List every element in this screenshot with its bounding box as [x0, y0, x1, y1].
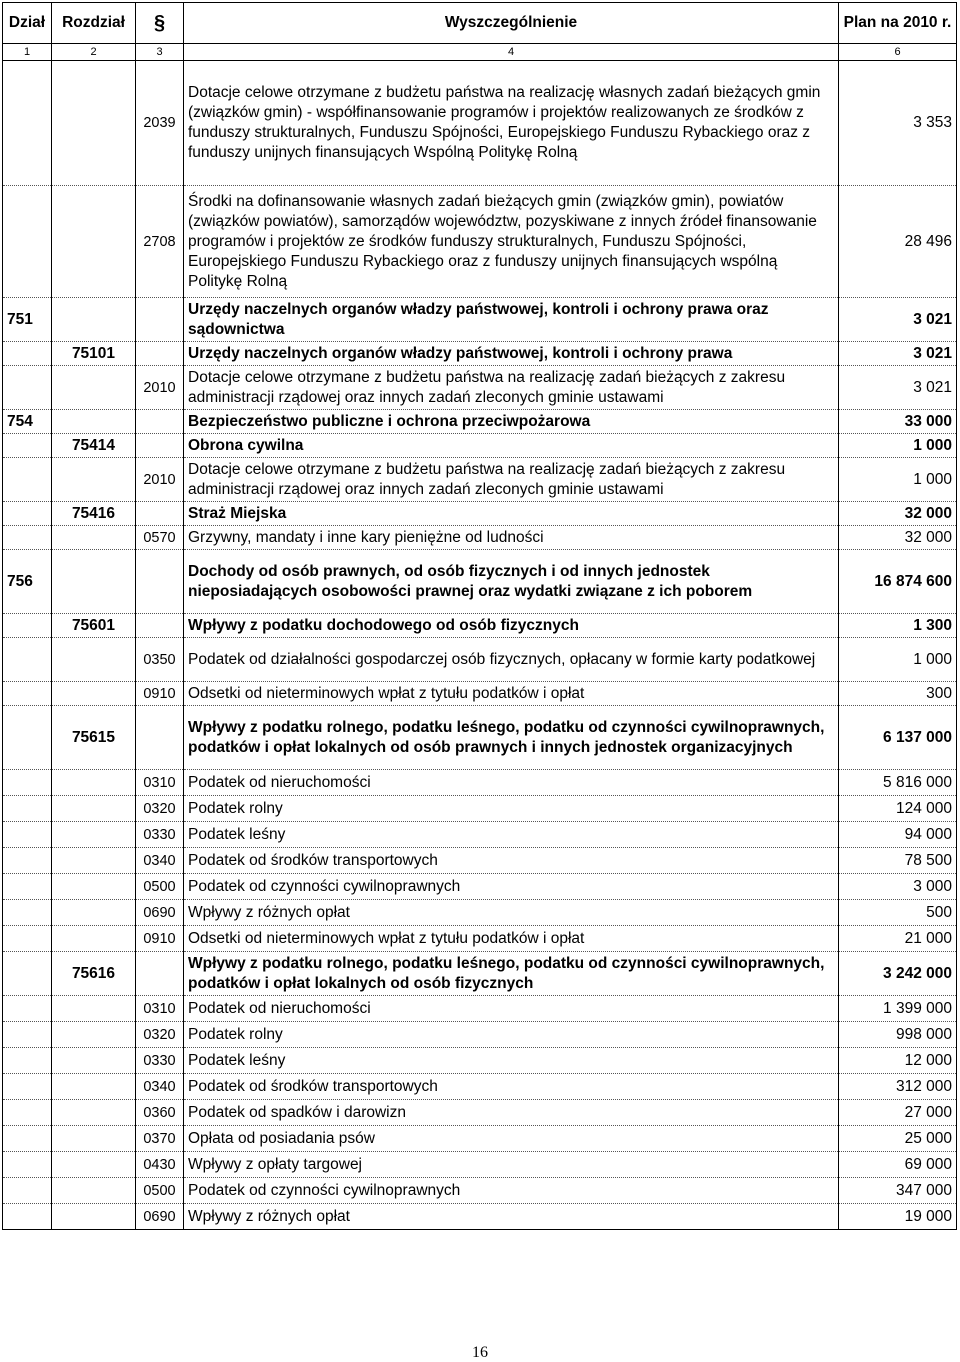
dzial-cell: 756 [3, 550, 52, 614]
paragraph-cell: 0690 [136, 1204, 184, 1230]
rozdzial-cell [52, 770, 136, 796]
col-num-1: 1 [3, 44, 52, 61]
table-row [3, 1126, 957, 1152]
description-cell: Wpływy z różnych opłat [184, 1204, 839, 1230]
plan-value-cell: 28 496 [839, 186, 957, 298]
dzial-cell [3, 638, 52, 682]
description-cell: Wpływy z różnych opłat [184, 900, 839, 926]
plan-value-cell: 300 [839, 682, 957, 706]
rozdzial-cell [52, 638, 136, 682]
header-plan: Plan na 2010 r. [839, 3, 957, 44]
paragraph-cell: 0330 [136, 1048, 184, 1074]
table-row [3, 366, 957, 410]
dzial-cell [3, 342, 52, 366]
table-row [3, 1022, 957, 1048]
paragraph-cell: 0320 [136, 796, 184, 822]
dzial-cell [3, 1074, 52, 1100]
table-row [3, 458, 957, 502]
paragraph-cell: 0340 [136, 848, 184, 874]
description-cell: Podatek rolny [184, 1022, 839, 1048]
plan-value-cell: 5 816 000 [839, 770, 957, 796]
rozdzial-cell: 75615 [52, 706, 136, 770]
budget-document [2, 2, 957, 1230]
header-paragraph-symbol: § [136, 3, 184, 44]
plan-value-cell: 124 000 [839, 796, 957, 822]
rozdzial-cell [52, 410, 136, 434]
header-dzial: Dział [3, 3, 52, 44]
plan-value-cell: 32 000 [839, 502, 957, 526]
dzial-cell [3, 1100, 52, 1126]
rozdzial-cell [52, 1126, 136, 1152]
table-row [3, 410, 957, 434]
plan-value-cell: 19 000 [839, 1204, 957, 1230]
dzial-cell [3, 1152, 52, 1178]
table-row [3, 848, 957, 874]
rozdzial-cell [52, 366, 136, 410]
table-row [3, 682, 957, 706]
dzial-cell [3, 682, 52, 706]
rozdzial-cell [52, 996, 136, 1022]
dzial-cell [3, 434, 52, 458]
paragraph-cell: 0570 [136, 526, 184, 550]
description-cell: Odsetki od nieterminowych wpłat z tytułu podatków i opłat [184, 926, 839, 952]
description-cell: Podatek od środków transportowych [184, 848, 839, 874]
rozdzial-cell [52, 550, 136, 614]
rozdzial-cell [52, 61, 136, 186]
table-row [3, 550, 957, 614]
plan-value-cell: 312 000 [839, 1074, 957, 1100]
description-cell: Środki na dofinansowanie własnych zadań bieżących gmin (związków gmin), powiatów (związków powiatów), samorządów województw, pozyskiwane z innych źródeł finansowanie programów i projektów ze środków funduszy strukturalnych, Funduszu Spójności, Europejskiego Funduszu Rybackiego oraz z funduszy unijnych finansujących wspólną Politykę Rolną [184, 186, 839, 298]
table-row [3, 796, 957, 822]
table-row [3, 342, 957, 366]
paragraph-cell [136, 342, 184, 366]
description-cell: Wpływy z podatku rolnego, podatku leśnego, podatku od czynności cywilnoprawnych, podatków i opłat lokalnych od osób fizycznych [184, 952, 839, 996]
paragraph-cell [136, 550, 184, 614]
description-cell: Dotacje celowe otrzymane z budżetu państwa na realizację własnych zadań bieżących gmin (związków gmin) - współfinansowanie programów i projektów realizowanych ze środków z funduszy strukturalnych, Funduszu Spójności, Europejskiego Funduszu Rybackiego oraz z funduszy unijnych finansujących Wspólną Politykę Rolną [184, 61, 839, 186]
description-cell: Odsetki od nieterminowych wpłat z tytułu podatków i opłat [184, 682, 839, 706]
table-row [3, 526, 957, 550]
dzial-cell: 751 [3, 298, 52, 342]
rozdzial-cell: 75414 [52, 434, 136, 458]
paragraph-cell [136, 706, 184, 770]
table-row [3, 1074, 957, 1100]
header-row [3, 3, 957, 44]
plan-value-cell: 3 242 000 [839, 952, 957, 996]
plan-value-cell: 12 000 [839, 1048, 957, 1074]
paragraph-cell: 0430 [136, 1152, 184, 1178]
rozdzial-cell [52, 1048, 136, 1074]
dzial-cell [3, 61, 52, 186]
paragraph-cell: 0350 [136, 638, 184, 682]
description-cell: Wpływy z opłaty targowej [184, 1152, 839, 1178]
dzial-cell [3, 926, 52, 952]
paragraph-cell: 0370 [136, 1126, 184, 1152]
description-cell: Opłata od posiadania psów [184, 1126, 839, 1152]
description-cell: Podatek od czynności cywilnoprawnych [184, 1178, 839, 1204]
paragraph-cell: 0310 [136, 996, 184, 1022]
plan-value-cell: 1 399 000 [839, 996, 957, 1022]
rozdzial-cell [52, 900, 136, 926]
table-row [3, 1204, 957, 1230]
budget-table [2, 2, 957, 1230]
rozdzial-cell: 75416 [52, 502, 136, 526]
description-cell: Podatek leśny [184, 822, 839, 848]
page-number: 16 [472, 1344, 488, 1361]
description-cell: Wpływy z podatku dochodowego od osób fizycznych [184, 614, 839, 638]
dzial-cell [3, 770, 52, 796]
header-wyszczegolnienie: Wyszczególnienie [184, 3, 839, 44]
dzial-cell: 754 [3, 410, 52, 434]
table-row [3, 822, 957, 848]
plan-value-cell: 78 500 [839, 848, 957, 874]
dzial-cell [3, 952, 52, 996]
description-cell: Grzywny, mandaty i inne kary pieniężne od ludności [184, 526, 839, 550]
plan-value-cell: 1 000 [839, 458, 957, 502]
plan-value-cell: 32 000 [839, 526, 957, 550]
plan-value-cell: 3 000 [839, 874, 957, 900]
rozdzial-cell [52, 1022, 136, 1048]
rozdzial-cell [52, 458, 136, 502]
rozdzial-cell: 75601 [52, 614, 136, 638]
description-cell: Urzędy naczelnych organów władzy państwowej, kontroli i ochrony prawa [184, 342, 839, 366]
plan-value-cell: 347 000 [839, 1178, 957, 1204]
dzial-cell [3, 1204, 52, 1230]
table-row [3, 1100, 957, 1126]
header-rozdzial: Rozdział [52, 3, 136, 44]
dzial-cell [3, 706, 52, 770]
rozdzial-cell [52, 796, 136, 822]
plan-value-cell: 94 000 [839, 822, 957, 848]
column-numbers-row [3, 44, 957, 61]
plan-value-cell: 1 300 [839, 614, 957, 638]
rozdzial-cell: 75616 [52, 952, 136, 996]
plan-value-cell: 69 000 [839, 1152, 957, 1178]
description-cell: Podatek od środków transportowych [184, 1074, 839, 1100]
rozdzial-cell [52, 1074, 136, 1100]
description-cell: Wpływy z podatku rolnego, podatku leśnego, podatku od czynności cywilnoprawnych, podatków i opłat lokalnych od osób prawnych i innych jednostek organizacyjnych [184, 706, 839, 770]
rozdzial-cell [52, 682, 136, 706]
description-cell: Podatek od działalności gospodarczej osób fizycznych, opłacany w formie karty podatkowej [184, 638, 839, 682]
description-cell: Podatek leśny [184, 1048, 839, 1074]
paragraph-cell: 2010 [136, 458, 184, 502]
dzial-cell [3, 366, 52, 410]
plan-value-cell: 3 021 [839, 298, 957, 342]
table-row [3, 770, 957, 796]
dzial-cell [3, 822, 52, 848]
paragraph-cell [136, 502, 184, 526]
paragraph-cell [136, 952, 184, 996]
dzial-cell [3, 1048, 52, 1074]
paragraph-cell: 0500 [136, 1178, 184, 1204]
paragraph-cell: 0310 [136, 770, 184, 796]
dzial-cell [3, 458, 52, 502]
table-row [3, 434, 957, 458]
dzial-cell [3, 1126, 52, 1152]
paragraph-cell: 0360 [136, 1100, 184, 1126]
col-num-4: 4 [184, 44, 839, 61]
dzial-cell [3, 526, 52, 550]
rozdzial-cell: 75101 [52, 342, 136, 366]
plan-value-cell: 1 000 [839, 638, 957, 682]
rozdzial-cell [52, 822, 136, 848]
rozdzial-cell [52, 186, 136, 298]
table-row [3, 638, 957, 682]
paragraph-cell [136, 410, 184, 434]
paragraph-cell [136, 434, 184, 458]
description-cell: Podatek od nieruchomości [184, 996, 839, 1022]
table-row [3, 874, 957, 900]
description-cell: Dotacje celowe otrzymane z budżetu państwa na realizację zadań bieżących z zakresu administracji rządowej oraz innych zadań zleconych gminie ustawami [184, 458, 839, 502]
rozdzial-cell [52, 1178, 136, 1204]
paragraph-cell: 2708 [136, 186, 184, 298]
table-row [3, 1048, 957, 1074]
col-num-6: 6 [839, 44, 957, 61]
plan-value-cell: 500 [839, 900, 957, 926]
rozdzial-cell [52, 848, 136, 874]
plan-value-cell: 21 000 [839, 926, 957, 952]
paragraph-cell: 2010 [136, 366, 184, 410]
description-cell: Dochody od osób prawnych, od osób fizycznych i od innych jednostek nieposiadających osobowości prawnej oraz wydatki związane z ich poborem [184, 550, 839, 614]
table-row [3, 706, 957, 770]
table-row [3, 1152, 957, 1178]
dzial-cell [3, 1178, 52, 1204]
plan-value-cell: 33 000 [839, 410, 957, 434]
description-cell: Podatek od czynności cywilnoprawnych [184, 874, 839, 900]
table-row [3, 1178, 957, 1204]
dzial-cell [3, 996, 52, 1022]
rozdzial-cell [52, 298, 136, 342]
description-cell: Podatek rolny [184, 796, 839, 822]
paragraph-cell: 0500 [136, 874, 184, 900]
col-num-2: 2 [52, 44, 136, 61]
plan-value-cell: 27 000 [839, 1100, 957, 1126]
rozdzial-cell [52, 1100, 136, 1126]
table-row [3, 952, 957, 996]
paragraph-cell: 0690 [136, 900, 184, 926]
paragraph-cell: 2039 [136, 61, 184, 186]
description-cell: Podatek od nieruchomości [184, 770, 839, 796]
plan-value-cell: 1 000 [839, 434, 957, 458]
plan-value-cell: 25 000 [839, 1126, 957, 1152]
paragraph-cell: 0340 [136, 1074, 184, 1100]
dzial-cell [3, 1022, 52, 1048]
description-cell: Straż Miejska [184, 502, 839, 526]
rozdzial-cell [52, 1204, 136, 1230]
description-cell: Dotacje celowe otrzymane z budżetu państwa na realizację zadań bieżących z zakresu administracji rządowej oraz innych zadań zleconych gminie ustawami [184, 366, 839, 410]
table-row [3, 996, 957, 1022]
paragraph-cell: 0910 [136, 926, 184, 952]
dzial-cell [3, 502, 52, 526]
description-cell: Podatek od spadków i darowizn [184, 1100, 839, 1126]
rozdzial-cell [52, 874, 136, 900]
plan-value-cell: 3 021 [839, 342, 957, 366]
dzial-cell [3, 874, 52, 900]
plan-value-cell: 3 021 [839, 366, 957, 410]
table-row [3, 502, 957, 526]
description-cell: Urzędy naczelnych organów władzy państwowej, kontroli i ochrony prawa oraz sądownictwa [184, 298, 839, 342]
dzial-cell [3, 614, 52, 638]
table-row [3, 298, 957, 342]
paragraph-cell [136, 614, 184, 638]
table-row [3, 926, 957, 952]
plan-value-cell: 998 000 [839, 1022, 957, 1048]
dzial-cell [3, 796, 52, 822]
table-row [3, 186, 957, 298]
description-cell: Bezpieczeństwo publiczne i ochrona przeciwpożarowa [184, 410, 839, 434]
table-row [3, 61, 957, 186]
plan-value-cell: 6 137 000 [839, 706, 957, 770]
rozdzial-cell [52, 1152, 136, 1178]
col-num-3: 3 [136, 44, 184, 61]
plan-value-cell: 3 353 [839, 61, 957, 186]
rozdzial-cell [52, 926, 136, 952]
dzial-cell [3, 848, 52, 874]
table-row [3, 614, 957, 638]
dzial-cell [3, 186, 52, 298]
plan-value-cell: 16 874 600 [839, 550, 957, 614]
description-cell: Obrona cywilna [184, 434, 839, 458]
paragraph-cell [136, 298, 184, 342]
paragraph-cell: 0320 [136, 1022, 184, 1048]
table-row [3, 900, 957, 926]
rozdzial-cell [52, 526, 136, 550]
paragraph-cell: 0910 [136, 682, 184, 706]
table-body [3, 61, 957, 1230]
dzial-cell [3, 900, 52, 926]
paragraph-cell: 0330 [136, 822, 184, 848]
